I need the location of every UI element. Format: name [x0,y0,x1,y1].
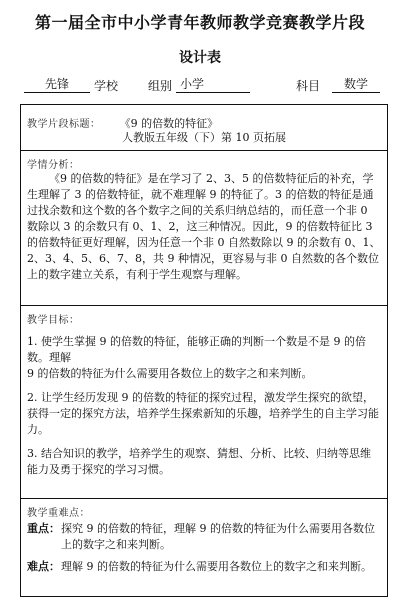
analysis-paragraph: 《9 的倍数的特征》是在学习了 2、3、5 的倍数特征后的补充，学生理解了 3 的倍数特征，就不难理解 9 的特征了。3 的倍数的特征是通过找余数和这个数的各个数字之间的关系归纳总结的，而任意一个非 0 数除以 3 的余数只有 0、1、2，这三种情况。因此，9 的倍数特征比 3 的倍数特征更好理解，因为任意一个非 0 自然数除以 9 的余数有 0、1、2、3、4、5、6、7、8，共 9 种情况，更容易与非 0 自然数的各个数位上的数字建立关系，有利于学生观察与理解。 [27,172,381,281]
keypoints-row [21,499,387,597]
subject-label: 科目 [296,79,321,93]
difficulty-label: 难点： [27,560,60,573]
topic-title: 《9 的倍数的特征》 [119,117,219,130]
topic-row [21,105,387,151]
topic-label: 教学片段标题： [27,119,101,130]
design-table [20,104,388,597]
goal-item: 2. 让学生经历发现 9 的倍数的特征的探究过程，激发学生探究的欲望，获得一定的探究方法，培养学生探索新知的乐趣，培养学生的自主学习能力。 [27,391,379,436]
teacher-name: 先锋 [24,77,90,93]
document-title: 第一届全市中小学青年教师教学竞赛教学片段 [34,13,365,32]
meta-row [0,77,400,97]
goals-list [27,334,381,478]
goal-item: 9 的倍数的特征为什么需要用各数位上的数字之和来判断。 [27,367,313,380]
goals-row [21,306,387,499]
school-label: 学校 [94,79,119,93]
difficulty-text: 理解 9 的倍数的特征为什么需要用各数位上的数字之和来判断。 [61,560,372,573]
group-label: 组别 [148,79,173,93]
group-value: 小学 [176,77,250,93]
analysis-row [21,151,387,306]
topic-source: 人教版五年级（下）第 10 页拓展 [122,131,286,144]
subject-value: 数学 [332,77,380,93]
goal-item: 1. 使学生掌握 9 的倍数的特征，能够正确的判断一个数是不是 9 的倍数。理解 [27,335,366,364]
key-text: 探究 9 的倍数的特征，理解 9 的倍数的特征为什么需要用各数位上的数字之和来判断。 [61,522,375,551]
analysis-label: 学情分析： [27,160,80,171]
goal-item: 3. 结合知识的教学，培养学生的观察、猜想、分析、比较、归纳等思维能力及勇于探究的学习习惯。 [27,447,371,476]
key-label: 重点： [27,522,60,535]
document-subtitle: 设计表 [179,50,221,66]
goals-label: 教学目标： [27,315,80,326]
keypoints-label: 教学重难点： [27,508,90,519]
